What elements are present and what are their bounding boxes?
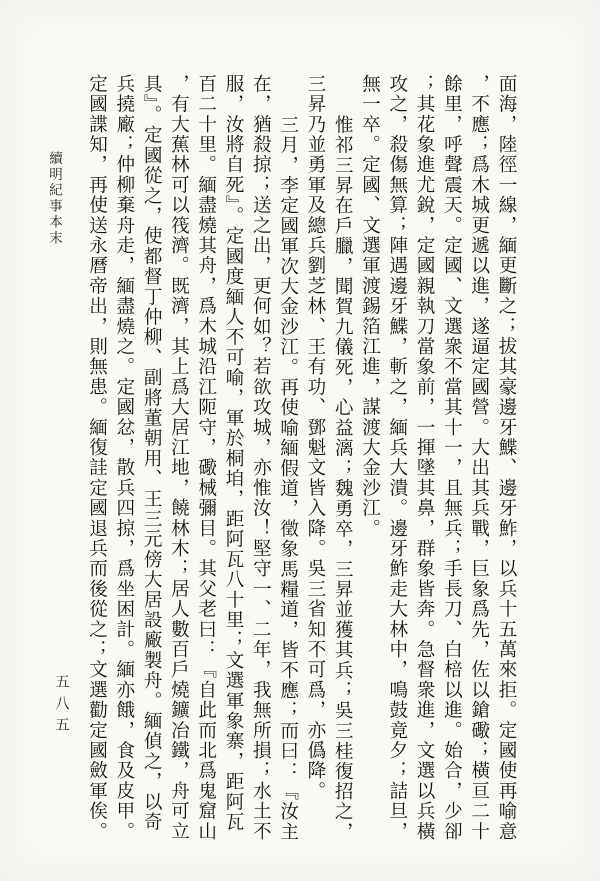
text-column: 百二十里。緬盡燒其舟，爲木城沿江阨守，礮械彌目。其父老曰：『自此而北爲鬼窟山 bbox=[195, 74, 217, 842]
text-column: 服，汝將自死』。定國度緬人不可喻，軍於桐垍，距阿瓦八十里；文選軍象寨，距阿瓦 bbox=[223, 74, 245, 833]
text-column: ，有大蕉林可以筏濟。既濟，其上爲大居江地，饒林木；居人數百戶燒鑛冶鐵，舟可立 bbox=[168, 74, 190, 842]
text-column: 三月，李定國軍次大金沙江。再使喻緬假道，徵象馬糧道，皆不應；而曰：『汝主 bbox=[277, 115, 299, 843]
folio-page-number: 五八五 bbox=[53, 674, 69, 739]
text-column: 定國諜知，再使送永曆帝出，則無患。緬復詿定國退兵而後從之；文選勸定國斂軍俟。 bbox=[86, 74, 108, 842]
text-column: 惟祁三昇在戶臘，聞賀九儀死，心益漓；魏勇卒，三昇並獲其兵；吳三桂復招之， bbox=[332, 115, 354, 843]
text-column: 具』。定國從之，使都督丁仲柳、副將董朝用、王三元傍大居設廠製舟。緬偵之，以奇 bbox=[141, 74, 163, 833]
text-column: ；其花象進尤銳，定國親執刀當象前，一揮墜其鼻，群象皆奔。急督衆進，文選以兵橫 bbox=[414, 74, 436, 842]
text-column: 在，猶殺掠；送之出，更何如？若欲攻城，亦惟汝！堅守一、二年，我無所損；水土不 bbox=[250, 74, 272, 842]
main-text-block bbox=[82, 74, 520, 850]
text-column: 餘里，呼聲震天。定國、文選衆不當其十一，且無兵；手長刀、白棓以進。始合，少卻 bbox=[441, 74, 463, 842]
text-column: 攻之，殺傷無算；陣遇邊牙鰈，斬之，緬兵大潰。邊牙鮓走大林中，鳴鼓竟夕；詰旦， bbox=[386, 74, 408, 842]
text-column: 兵撓廠；仲柳棄舟走，緬盡燒之。定國忿，散兵四掠，爲坐困計。緬亦餓，食及皮甲。 bbox=[113, 74, 135, 842]
text-column: 三昇乃並勇軍及總兵劉芝林、王有功、鄧魁文皆入降。吳三省知不可爲，亦僞降。 bbox=[304, 74, 326, 802]
running-book-title: 續明紀事本末 bbox=[47, 151, 62, 247]
text-column: 面海，陸徑一線，緬更斷之；拔其豪邊牙鰈、邊牙鮓，以兵十五萬來拒。定國使再喻意 bbox=[496, 74, 517, 842]
text-column: 無一卒。定國、文選軍渡錫箔江進，謀渡大金沙江。 bbox=[359, 74, 381, 539]
text-column: ，不應；爲木城更遞以進，遂逼定國營。大出其兵戰，巨象爲先，佐以鎗礮；橫亘二十 bbox=[468, 74, 490, 842]
